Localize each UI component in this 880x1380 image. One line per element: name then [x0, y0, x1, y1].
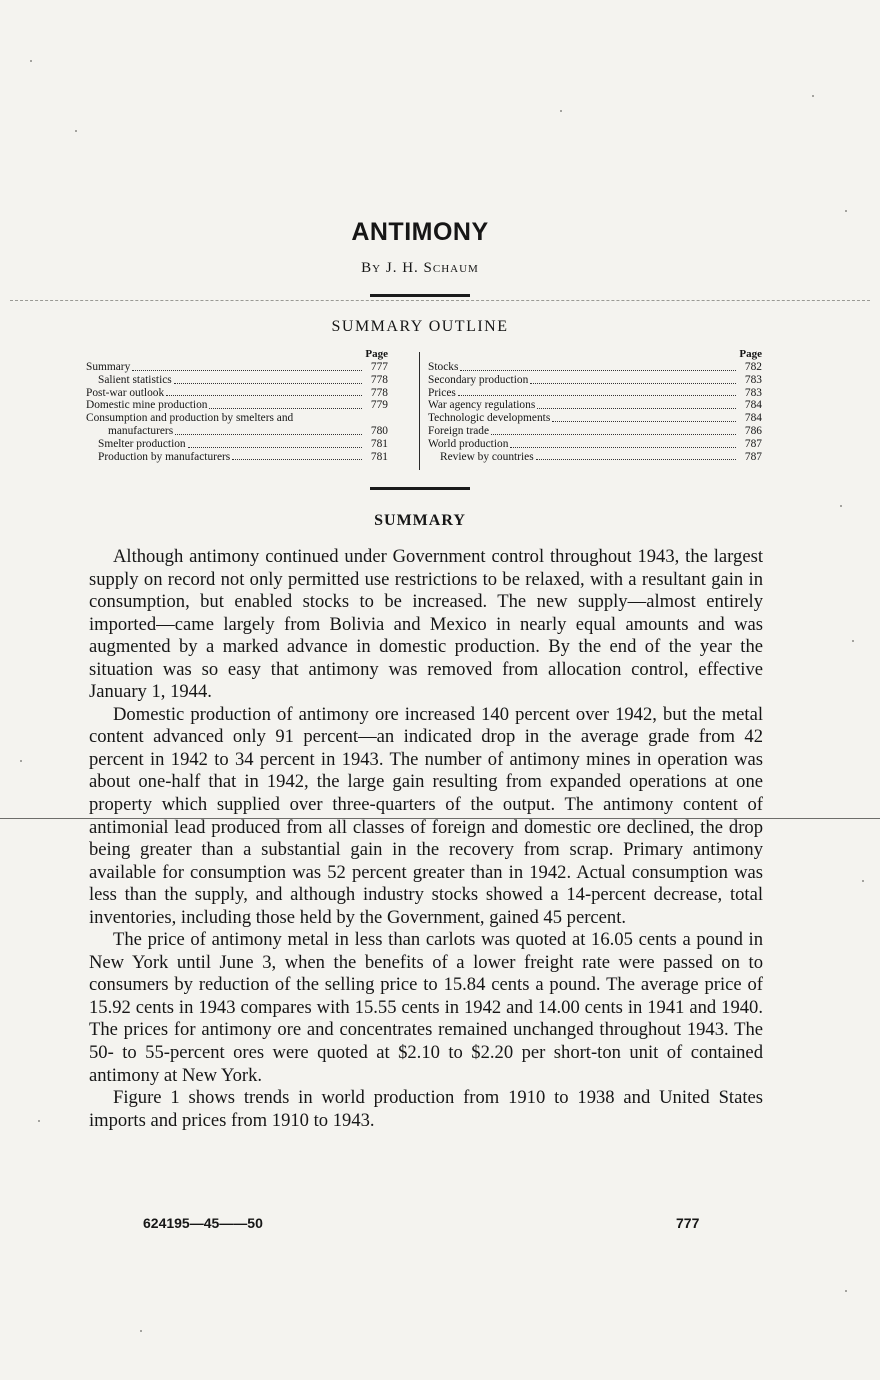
- outline-entry: Secondary production 783: [428, 373, 762, 386]
- page-number: 777: [676, 1215, 700, 1231]
- summary-paragraph: Figure 1 shows trends in world production from 1910 to 1938 and United States imports and prices from 1910 to 1943.: [89, 1087, 763, 1131]
- outline-divider: [419, 352, 420, 470]
- outline-entry: World production 787: [428, 437, 762, 450]
- outline-entry: Prices 783: [428, 386, 762, 399]
- outline-entry: Technologic developments 784: [428, 412, 762, 425]
- title-rule: [370, 294, 470, 297]
- outline-right-column: [428, 348, 762, 463]
- scan-line: [10, 300, 870, 301]
- outline-entry: manufacturers 780: [108, 424, 388, 437]
- outline-heading: SUMMARY OUTLINE: [331, 318, 509, 335]
- summary-paragraph: Domestic production of antimony ore increased 140 percent over 1942, but the metal content advanced only 91 percent—an indicated drop in the average grade from 42 percent in 1942 to 34 percent in 1943. The number of antimony mines in operation was about one-half that in 1942, the large gain resulting from expanded operations at one property which supplied over three-quarters of the output. The antimony content of antimonial lead produced from all classes of foreign and domestic ore declined, the drop being greater than a substantial gain in the recovery from scrap. Primary antimony available for consumption was 52 percent greater than in 1942. Actual consumption was less than the supply, and although industry stocks showed a 14-percent decrease, total inventories, including those held by the Government, gained 45 percent.: [89, 703, 763, 928]
- page-column-label: Page: [365, 348, 388, 360]
- outline-entry: War agency regulations 784: [428, 399, 762, 412]
- summary-paragraph: The price of antimony metal in less than carlots was quoted at 16.05 cents a pound in New York until June 3, when the benefits of a lower freight rate were passed on to consumers by reduction of the selling price to 15.84 cents a pound. The average price of 15.92 cents in 1943 compares with 15.55 cents in 1942 and 14.00 cents in 1941 and 1940. The prices for antimony ore and concentrates remained unchanged throughout 1943. The 50- to 55-percent ores were quoted at $2.10 to $2.20 per short-ton unit of contained antimony at New York.: [89, 929, 763, 1086]
- outline-entry: Domestic mine production 779: [86, 399, 388, 412]
- outline-entry: Foreign trade 786: [428, 424, 762, 437]
- summary-paragraph: Although antimony continued under Government control throughout 1943, the largest supply on record not only permitted use restrictions to be relaxed, with a resultant gain in consumption, but enabled stocks to be increased. The new supply—almost entirely imported—came largely from Bolivia and Mexico in nearly equal amounts and was augmented by a marked advance in domestic production. By the end of the year the situation was so easy that antimony was removed from allocation control, effective January 1, 1944.: [89, 546, 763, 703]
- outline-entry: Consumption and production by smelters and: [86, 412, 294, 425]
- author-byline: By J. H. Schaum: [361, 260, 479, 276]
- outline-entry: Summary 777: [86, 361, 388, 373]
- summary-body: [89, 546, 763, 1132]
- print-code: 624195—45——50: [143, 1215, 263, 1231]
- outline-entry: Smelter production 781: [98, 437, 388, 450]
- outline-entry: Production by manufacturers 781: [98, 450, 388, 463]
- outline-entry: Salient statistics 778: [98, 373, 388, 386]
- outline-entry: Stocks 782: [428, 361, 762, 373]
- scan-line: [0, 818, 880, 819]
- section-rule: [370, 487, 470, 490]
- summary-heading: SUMMARY: [374, 512, 466, 529]
- outline-entry: Post-war outlook 778: [86, 386, 388, 399]
- page-title: ANTIMONY: [351, 218, 489, 246]
- outline-left-column: [86, 348, 388, 463]
- outline-entry: Review by countries 787: [440, 450, 762, 463]
- page-column-label: Page: [739, 348, 762, 360]
